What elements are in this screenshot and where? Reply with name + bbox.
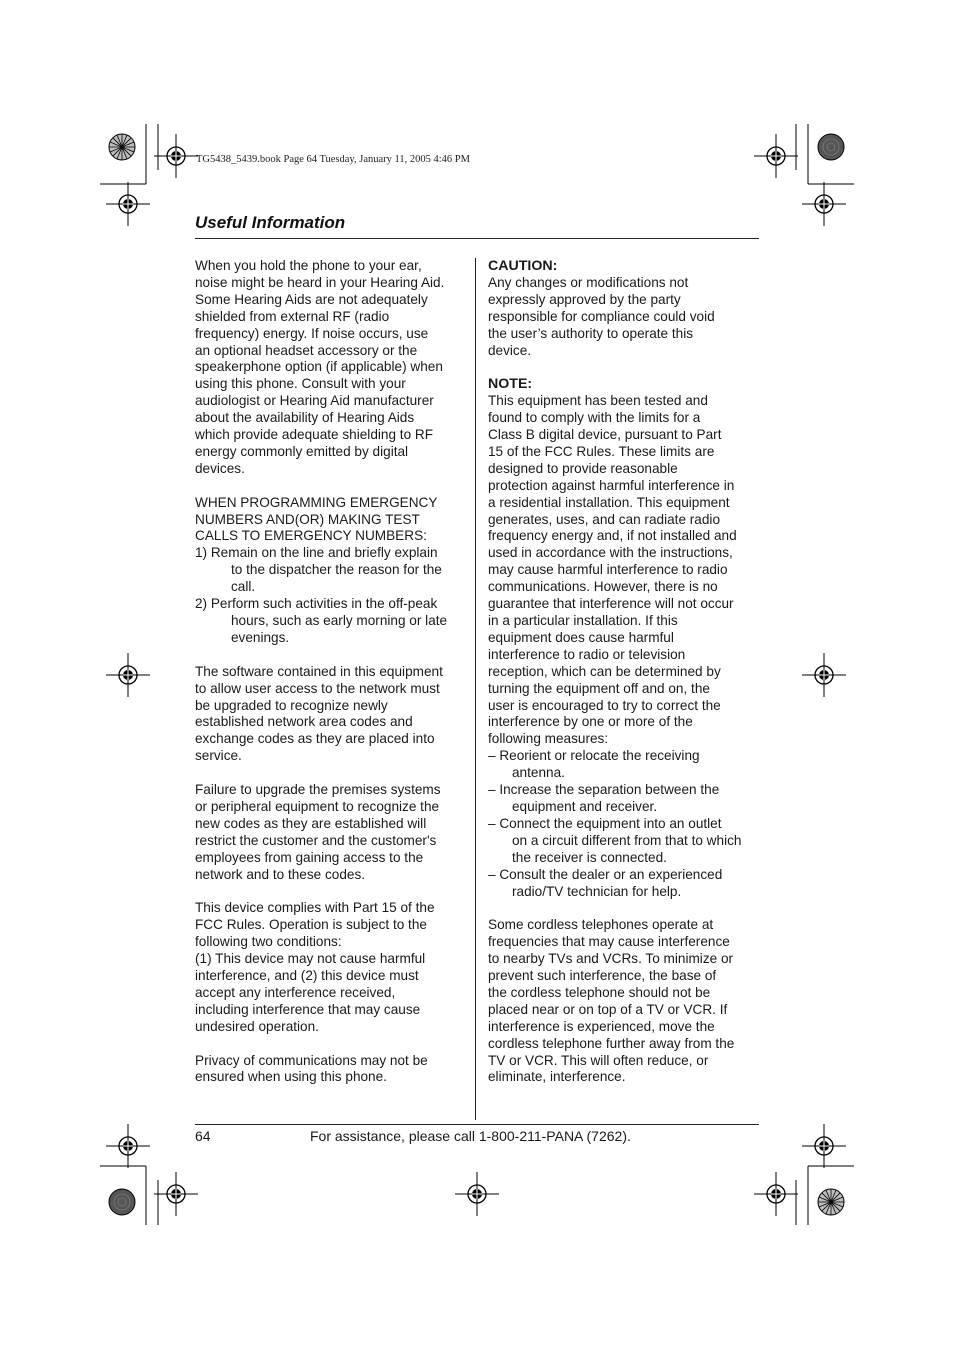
text-line: hours, such as early morning or late bbox=[231, 613, 448, 629]
text-line: devices. bbox=[195, 460, 245, 476]
text-line: or peripheral equipment to recognize the bbox=[195, 798, 440, 814]
text-line: placed near or on top of a TV or VCR. If bbox=[488, 1001, 728, 1017]
text-line: This device complies with Part 15 of the bbox=[195, 900, 435, 916]
text-line: 1) Remain on the line and briefly explain bbox=[195, 545, 438, 561]
text-line: following measures: bbox=[488, 731, 609, 747]
text-line: using this phone. Consult with your bbox=[195, 376, 406, 392]
left-column bbox=[195, 258, 470, 1086]
text-line: antenna. bbox=[512, 765, 565, 781]
list-item bbox=[488, 816, 756, 867]
text-line: shielded from external RF (radio bbox=[195, 308, 390, 324]
text-line: – Reorient or relocate the receiving bbox=[488, 748, 700, 764]
text-line: undesired operation. bbox=[195, 1018, 319, 1034]
text-line: an optional headset accessory or the bbox=[195, 342, 418, 358]
text-line: interference to radio or television bbox=[488, 646, 686, 662]
note-paragraph bbox=[488, 393, 756, 748]
text-line: Privacy of communications may not be bbox=[195, 1052, 428, 1068]
text-line: following two conditions: bbox=[195, 934, 342, 950]
text-line: ensured when using this phone. bbox=[195, 1069, 387, 1085]
list-item bbox=[488, 867, 756, 901]
text-line: Class B digital device, pursuant to Part bbox=[488, 427, 722, 443]
text-line: NUMBERS AND(OR) MAKING TEST bbox=[195, 511, 420, 527]
text-line: user is encouraged to try to correct the bbox=[488, 697, 721, 713]
text-line: about the availability of Hearing Aids bbox=[195, 410, 415, 426]
text-line: 2) Perform such activities in the off-peak bbox=[195, 596, 438, 612]
text-line: – Connect the equipment into an outlet bbox=[488, 815, 722, 831]
text-line: designed to provide reasonable bbox=[488, 460, 678, 476]
text-line: the receiver is connected. bbox=[512, 849, 667, 865]
text-line: – Increase the separation between the bbox=[488, 782, 720, 798]
text-line: frequencies that may cause interference bbox=[488, 934, 730, 950]
text-line: be upgraded to recognize newly bbox=[195, 697, 388, 713]
text-line: frequency) energy. If noise occurs, use bbox=[195, 325, 429, 341]
text-line: to allow user access to the network must bbox=[195, 680, 440, 696]
text-line: prevent such interference, the base of bbox=[488, 968, 717, 984]
text-line: restrict the customer and the customer's bbox=[195, 832, 437, 848]
text-line: FCC Rules. Operation is subject to the bbox=[195, 917, 427, 933]
section-title: Useful Information bbox=[195, 213, 346, 232]
text-line: accept any interference received, bbox=[195, 984, 396, 1000]
caution-heading: CAUTION: bbox=[488, 258, 558, 274]
text-line: new codes as they are established will bbox=[195, 815, 427, 831]
right-column bbox=[488, 258, 756, 1086]
text-line: used in accordance with the instructions, bbox=[488, 545, 733, 561]
text-line: evenings. bbox=[231, 629, 290, 645]
note-heading: NOTE: bbox=[488, 376, 533, 393]
text-line: interference is experienced, move the bbox=[488, 1018, 715, 1034]
text-line: cordless telephone further away from the bbox=[488, 1035, 735, 1051]
text-line: CALLS TO EMERGENCY NUMBERS: bbox=[195, 528, 427, 544]
text-line: found to comply with the limits for a bbox=[488, 410, 701, 426]
cordless-paragraph bbox=[488, 917, 756, 1086]
text-line: which provide adequate shielding to RF bbox=[195, 427, 434, 443]
privacy-paragraph bbox=[195, 1053, 470, 1087]
text-line: noise might be heard in your Hearing Aid. bbox=[195, 274, 445, 290]
footer-rule bbox=[195, 1124, 759, 1125]
column-divider bbox=[475, 258, 476, 1120]
failure-paragraph bbox=[195, 782, 470, 883]
text-line: expressly approved by the party bbox=[488, 291, 681, 307]
text-line: Any changes or modifications not bbox=[488, 274, 689, 290]
text-line: call. bbox=[231, 579, 256, 595]
text-line: service. bbox=[195, 748, 242, 764]
text-line: to the dispatcher the reason for the bbox=[231, 562, 442, 578]
text-line: reception, which can be determined by bbox=[488, 663, 721, 679]
text-line: (1) This device may not cause harmful bbox=[195, 951, 426, 967]
text-line: on a circuit different from that to which bbox=[512, 832, 742, 848]
text-line: energy commonly emitted by digital bbox=[195, 443, 409, 459]
text-line: TV or VCR. This will often reduce, or bbox=[488, 1052, 709, 1068]
measures-list bbox=[488, 748, 756, 900]
text-line: interference by one or more of the bbox=[488, 714, 693, 730]
text-line: – Consult the dealer or an experienced bbox=[488, 866, 723, 882]
text-line: network and to these codes. bbox=[195, 866, 366, 882]
page-number: 64 bbox=[195, 1128, 211, 1144]
text-line: Some cordless telephones operate at bbox=[488, 917, 714, 933]
text-line: established network area codes and bbox=[195, 714, 413, 730]
text-line: audiologist or Hearing Aid manufacturer bbox=[195, 393, 434, 409]
text-line: speakerphone option (if applicable) when bbox=[195, 359, 443, 375]
text-line: protection against harmful interference in bbox=[488, 477, 735, 493]
text-line: to nearby TVs and VCRs. To minimize or bbox=[488, 951, 734, 967]
text-line: eliminate, interference. bbox=[488, 1069, 626, 1085]
text-line: radio/TV technician for help. bbox=[512, 883, 682, 899]
text-line: interference, and (2) this device must bbox=[195, 968, 419, 983]
list-item bbox=[488, 748, 756, 782]
text-line: a residential installation. This equipment bbox=[488, 494, 730, 510]
text-line: When you hold the phone to your ear, bbox=[195, 258, 422, 273]
text-line: responsible for compliance could void bbox=[488, 308, 715, 324]
text-line: the cordless telephone should not be bbox=[488, 984, 711, 1000]
text-line: WHEN PROGRAMMING EMERGENCY bbox=[195, 494, 438, 510]
hearing-aid-paragraph bbox=[195, 258, 470, 478]
emergency-item-2 bbox=[195, 596, 470, 647]
emergency-section bbox=[195, 495, 470, 647]
part15-paragraph bbox=[195, 900, 470, 1035]
text-line: employees from gaining access to the bbox=[195, 849, 424, 865]
text-line: including interference that may cause bbox=[195, 1001, 421, 1017]
list-item bbox=[488, 782, 756, 816]
emergency-item-1 bbox=[195, 545, 470, 596]
text-line: 15 of the FCC Rules. These limits are bbox=[488, 443, 715, 459]
text-line: Failure to upgrade the premises systems bbox=[195, 782, 441, 798]
text-line: device. bbox=[488, 342, 532, 358]
text-line: frequency energy and, if not installed and bbox=[488, 528, 737, 544]
software-paragraph bbox=[195, 664, 470, 765]
assistance-line: For assistance, please call 1-800-211-PANA (7262). bbox=[310, 1128, 631, 1144]
text-line: equipment does cause harmful bbox=[488, 629, 674, 645]
text-line: equipment and receiver. bbox=[512, 798, 658, 814]
caution-paragraph bbox=[488, 275, 756, 360]
text-line: in a particular installation. If this bbox=[488, 613, 678, 629]
text-line: exchange codes as they are placed into bbox=[195, 731, 435, 747]
text-line: generates, uses, and can radiate radio bbox=[488, 511, 721, 527]
header-rule bbox=[195, 238, 759, 239]
text-line: Some Hearing Aids are not adequately bbox=[195, 291, 428, 307]
print-header: TG5438_5439.book Page 64 Tuesday, January 11, 2005 4:46 PM bbox=[196, 154, 470, 165]
text-line: may cause harmful interference to radio bbox=[488, 562, 728, 578]
text-line: guarantee that interference will not occur bbox=[488, 596, 734, 612]
text-line: communications. However, there is no bbox=[488, 579, 718, 595]
text-line: the user’s authority to operate this bbox=[488, 325, 694, 341]
text-line: The software contained in this equipment bbox=[195, 663, 443, 679]
text-line: This equipment has been tested and bbox=[488, 393, 708, 409]
text-line: turning the equipment off and on, the bbox=[488, 680, 710, 696]
